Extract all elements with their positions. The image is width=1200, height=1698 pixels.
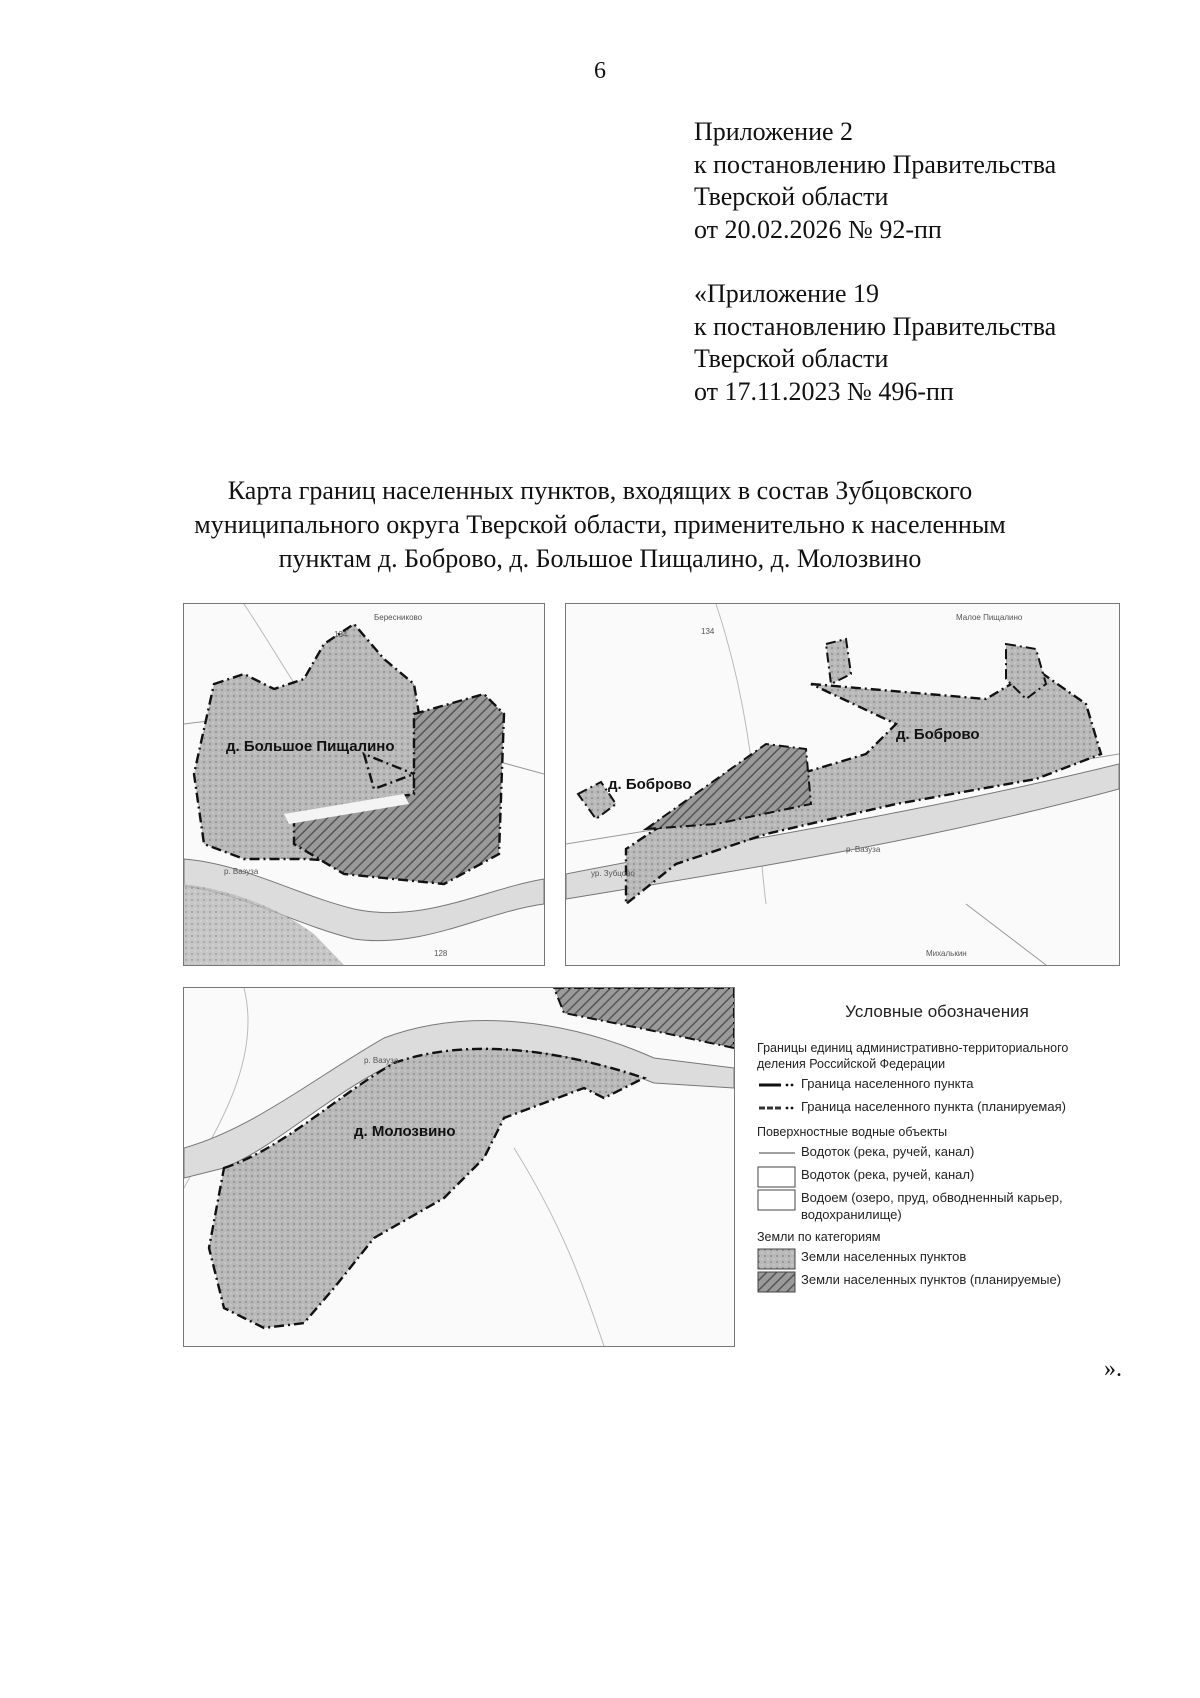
appendix-original-line2: к постановлению Правительства [694, 311, 1057, 341]
closing-quote-mark: ». [1104, 1356, 1122, 1382]
map-village-maloe-pishchalino: Малое Пищалино [956, 613, 1023, 622]
map-label-bobrovo-west: д. Боброво [608, 776, 692, 793]
legend-item-settlement-lands [757, 1248, 1107, 1268]
legend-label-stream-area: Водоток (река, ручей, канал) [801, 1167, 975, 1182]
legend-group-admin: Границы единиц административно-территориального деления Российской Федерации [757, 1041, 1069, 1071]
legend-item-reservoir [757, 1189, 1107, 1223]
appendix-current-header [694, 116, 1056, 246]
legend-label-settlement-lands: Земли населенных пунктов [801, 1249, 967, 1264]
map-molozvino [183, 987, 735, 1347]
map-river-label: р. Вазуза [224, 867, 259, 876]
appendix-current-line4: от 20.02.2026 № 92-пп [694, 214, 942, 244]
map-label-bolshoe-pishchalino: д. Большое Пищалино [226, 738, 395, 755]
legend-item-settlement-lands-planned [757, 1271, 1107, 1291]
title-line2: муниципального округа Тверской области, применительно к населенным [194, 510, 1006, 539]
map-village-beresnikovo: Бересниково [374, 613, 423, 622]
legend-item-stream-area [757, 1166, 1107, 1186]
stream-line-icon [757, 1143, 797, 1163]
title-line1: Карта границ населенных пунктов, входящих в состав Зубцовского [227, 476, 973, 505]
legend-group-water: Поверхностные водные объекты [757, 1125, 948, 1139]
legend-label-stream-line: Водоток (река, ручей, канал) [801, 1144, 975, 1159]
map-legend [757, 1002, 1107, 1291]
appendix-current-line1: Приложение 2 [694, 117, 854, 146]
legend-item-boundary-planned [757, 1098, 1107, 1118]
page-number: 6 [594, 58, 606, 84]
planned-boundary-line-icon [757, 1098, 797, 1118]
legend-item-stream-line [757, 1143, 1107, 1163]
legend-item-boundary [757, 1075, 1107, 1095]
map-river-label: р. Вазуза [846, 845, 881, 854]
boundary-line-icon [757, 1075, 797, 1095]
appendix-current-line3: Тверской области [694, 182, 889, 211]
map-river-label: р. Вазуза [364, 1056, 399, 1065]
legend-group-lands: Земли по категориям [757, 1230, 881, 1244]
map-bolshoe-pishchalino [183, 603, 545, 966]
document-title [130, 474, 1070, 576]
stream-area-icon [757, 1166, 797, 1186]
legend-title: Условные обозначения [845, 1002, 1029, 1021]
title-line3: пунктам д. Боброво, д. Большое Пищалино, д. Молозвино [278, 544, 922, 573]
legend-label-settlement-lands-planned: Земли населенных пунктов (планируемые) [801, 1272, 1062, 1287]
map-village-mikhalkin: Михалькин [926, 949, 967, 958]
map-road-number-bottom: 128 [434, 949, 448, 958]
appendix-original-line3: Тверской области [694, 344, 889, 373]
reservoir-icon [757, 1189, 797, 1209]
legend-label-boundary: Граница населенного пункта [801, 1076, 974, 1091]
map-bobrovo [565, 603, 1120, 966]
appendix-current-line2: к постановлению Правительства [694, 149, 1057, 179]
map-road-number: 134 [334, 630, 348, 639]
appendix-original-line1: «Приложение 19 [694, 279, 880, 308]
map-label-molozvino: д. Молозвино [354, 1123, 456, 1140]
legend-label-boundary-planned: Граница населенного пункта (планируемая) [801, 1099, 1066, 1114]
legend-label-reservoir: Водоем (озеро, пруд, обводненный карьер, водохранилище) [801, 1190, 1063, 1222]
settlement-lands-icon [757, 1248, 797, 1268]
map-label-bobrovo-main: д. Боброво [896, 726, 980, 743]
map-road-number: 134 [701, 627, 715, 636]
map-village-zubtsovo: ур. Зубцово [591, 869, 635, 878]
appendix-original-header [694, 278, 1056, 408]
appendix-original-line4: от 17.11.2023 № 496-пп [694, 376, 954, 406]
settlement-lands-planned-icon [757, 1271, 797, 1291]
